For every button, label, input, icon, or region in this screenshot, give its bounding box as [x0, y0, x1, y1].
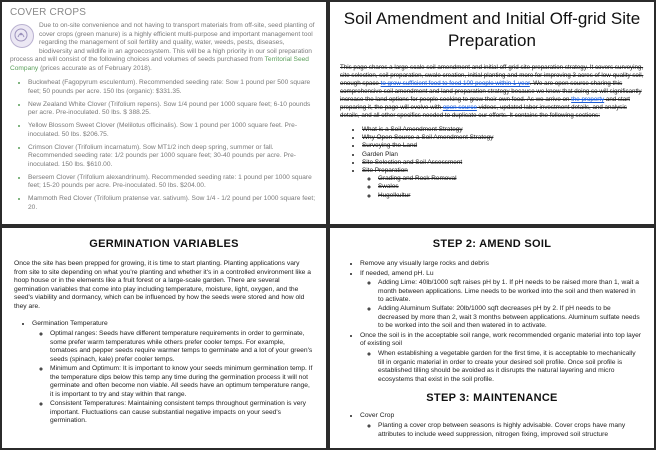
cover-crops-intro-text: Due to on-site convenience and not having to transport materials from off-site, seed planting of cover crops (green manure) is a highly efficient multi-purpose and important management tool regarding the management of soil fertility and quality, water, weeds, pests, diseases, biodiversity and wildlife in an agroecosystem. This will be a high priority in our soil preparation process and will consist of the following choices and volumes of seeds purchased from [10, 22, 315, 63]
cover-crop-label: Cover Crop [360, 412, 395, 420]
cover-crops-intro-tail: (prices accurate as of February 2018). [38, 64, 152, 72]
seed-item: • Crimson Clover (Trifolium incarnatum). Sow MT1/2 inch deep spring, summer or fall. Recommended seeding rate: 1/2 pounds per 1000 square feet; 30-40 pounds per acre. Pre-inoculated. 150 lbs. $610.00. [28, 144, 318, 170]
organic-subitem: ◦ When establishing a vegetable garden for the first time, it is acceptable to mechanically till in organic material in order to create your desired soil profile. Once soil profile is established tilling should be avoided as it disrupts the natural layering and micro ecosystems that exist in the soil profile. [378, 350, 642, 384]
intro-text-d: videos, updated labor investment details, and analysis details, and all other specifics needed to duplicate our efforts. It contains the following sections: [340, 104, 627, 119]
intro-text-c: and start preparing it, the page will evolve with [340, 96, 630, 111]
ph-subitem: ◦ Adding Aluminum Sulfate: 20lb/1000 sqft decreases pH by 2. If pH needs to be decreased by more than 2, wait 3 months between applications. Aluminum sulfate needs to be worked into the soil and then watered in to activate. [378, 305, 642, 331]
seed-list [10, 79, 318, 212]
step2-item-organic [360, 332, 642, 385]
seed-item: • Yellow Blossom Sweet Clover (Melilotus officinalis). Sow 1 pound per 1000 square feet. Pre-inoculated. 50 lbs. $206.75. [28, 122, 318, 139]
territorial-seed-link[interactable]: Territorial Seed Company [10, 56, 309, 72]
open-source-link[interactable]: open source [442, 104, 477, 111]
subsection-item[interactable]: ◦ Swales [378, 183, 644, 191]
site-preparation-label: Site Preparation [362, 167, 408, 175]
germination-intro: Once the site has been prepped for growing, it is time to start planting. Planting applications vary from site to site depending on what you're planting and whether it's in a controlled environment like a hoop house or in the elements like a fruit forest or a large-scale garden. There are several germination variables that come into play including temperature, moisture, light, oxygen, and the seed's viability and dormancy, which can be influenced by how the seeds were stored and how old they are. [14, 260, 311, 310]
ph-label: If needed, amend pH. Lu [360, 269, 434, 277]
step2-item-ph [360, 270, 642, 331]
soil-amendment-title: Soil Amendment and Initial Off-grid Site Preparation [343, 9, 641, 50]
step3-title: STEP 3: MAINTENANCE [426, 392, 558, 405]
subsection-item[interactable]: ◦ Grading and Rock Removal [378, 175, 644, 183]
feed-100-people-link[interactable]: to grow sufficient food to feed 100 people within 1 year [380, 80, 530, 87]
germination-subitem: ◦ Optimal ranges: Seeds have different temperature requirements in order to germinate, some prefer warm temperatures while others prefer cooler temps. For example, tomatoes and pepper seeds require warmer temps to germinate and a lot of your green's seeds (spinach, kale) prefer cooler temps. [50, 330, 314, 364]
section-item-site-preparation[interactable] [362, 167, 644, 200]
germination-subitem: ◦ Minimum and Optimum: It is important to know your seeds minimum germination temp. If the temperature dips below this temp any time during the germination process it will not germinate and often become non viable. All seeds have an optimum temperature range, it is important to try and stay within that range. [50, 365, 314, 399]
cover-crops-intro [10, 22, 318, 73]
section-item[interactable]: • What is a Soil Amendment Strategy [362, 126, 644, 134]
soil-amendment-panel [330, 2, 654, 224]
organization-seal-icon [10, 24, 34, 48]
step2-list [342, 260, 642, 384]
seed-item: • New Zealand White Clover (Trifolium repens). Sow 1/4 pound per 1000 square feet; 6-10 pounds per acre. Pre-inoculated. 50 lbs. $ 388.25. [28, 101, 318, 118]
organic-label: Once the soil is in the acceptable soil range, work recommended organic material into top layer of existing soil [360, 331, 642, 348]
intro-text-b: . We are open source sharing this comprehensive soil amendment and land preparation strategy because we know that doing so will significantly increase the land options for people seeking to grow their own food. As we arrive on [340, 80, 642, 103]
section-item[interactable]: • Surveying the Land [362, 142, 644, 150]
ph-subitem: ◦ Adding Lime: 40lb/1000 sqft raises pH by 1. If pH needs to be raised more than 1, wait a month between applications. Lime needs to be worked into the soil and then watered in to activate. [378, 279, 642, 305]
step3-item-cover-crop [360, 412, 642, 439]
germination-panel [2, 228, 326, 448]
section-item[interactable]: • Site Selection and Soil Assessment [362, 159, 644, 167]
germination-list [14, 320, 314, 426]
step3-list [342, 412, 642, 439]
organic-sublist [360, 350, 642, 384]
cover-crops-title: COVER CROPS [10, 7, 87, 18]
germination-temperature-item [32, 320, 314, 426]
seed-item: • Berseem Clover (Trifolium alexandrinum). Recommended seeding rate: 1 pound per 1000 square feet; 15-20 pounds per acre. Pre-inoculated. 50 lbs. $204.00. [28, 174, 318, 191]
subsection-item[interactable]: ◦ Hugelkultur [378, 192, 644, 200]
seed-item: • Buckwheat (Fagopyrum esculentum). Recommended seeding rate: Sow 1 pound per 500 square feet; 50 pounds per acre. 150 lbs (organic): $331.35. [28, 79, 318, 96]
step2-title: STEP 2: AMEND SOIL [432, 238, 552, 250]
cover-crops-panel [2, 2, 326, 224]
site-preparation-sublist [362, 175, 644, 200]
intro-text-a: This page shares a large-scale soil amendment and initial off-grid site preparation strategy. It covers surveying, site selection, soil preparation, swale creation, initial planting and more for improving 3 acres of low-quality soil, enough space [340, 64, 644, 87]
germination-temperature-label: Germination Temperature [32, 319, 108, 327]
seed-item: • Mammoth Red Clover (Trifolium pratense var. sativum). Sow 1/4 - 1/2 pound per 1000 square feet; 20. [28, 195, 318, 212]
soil-amendment-intro [340, 64, 644, 120]
ph-sublist [360, 279, 642, 331]
cover-crop-sublist [360, 422, 642, 439]
property-link[interactable]: the property [571, 96, 605, 103]
cover-crop-subitem: ◦ Planting a cover crop between seasons is highly advisable. Cover crops have many attributes to include weed suppression, nitrogen fixing, improved soil structure [378, 422, 642, 439]
amend-soil-panel [330, 228, 654, 448]
germination-temperature-sublist [32, 330, 314, 426]
germination-title: GERMINATION VARIABLES [89, 238, 239, 250]
sections-list [340, 126, 644, 200]
section-item[interactable]: • Why Open Source a Soil Amendment Strategy [362, 134, 644, 142]
section-item[interactable]: • Garden Plan [362, 151, 644, 159]
step2-item: • Remove any visually large rocks and debris [360, 260, 642, 269]
germination-subitem: ◦ Consistent Temperatures: Maintaining consistent temps throughout germination is very important. Fluctuations can cause substantial negative impacts on your seed's germination. [50, 400, 314, 426]
